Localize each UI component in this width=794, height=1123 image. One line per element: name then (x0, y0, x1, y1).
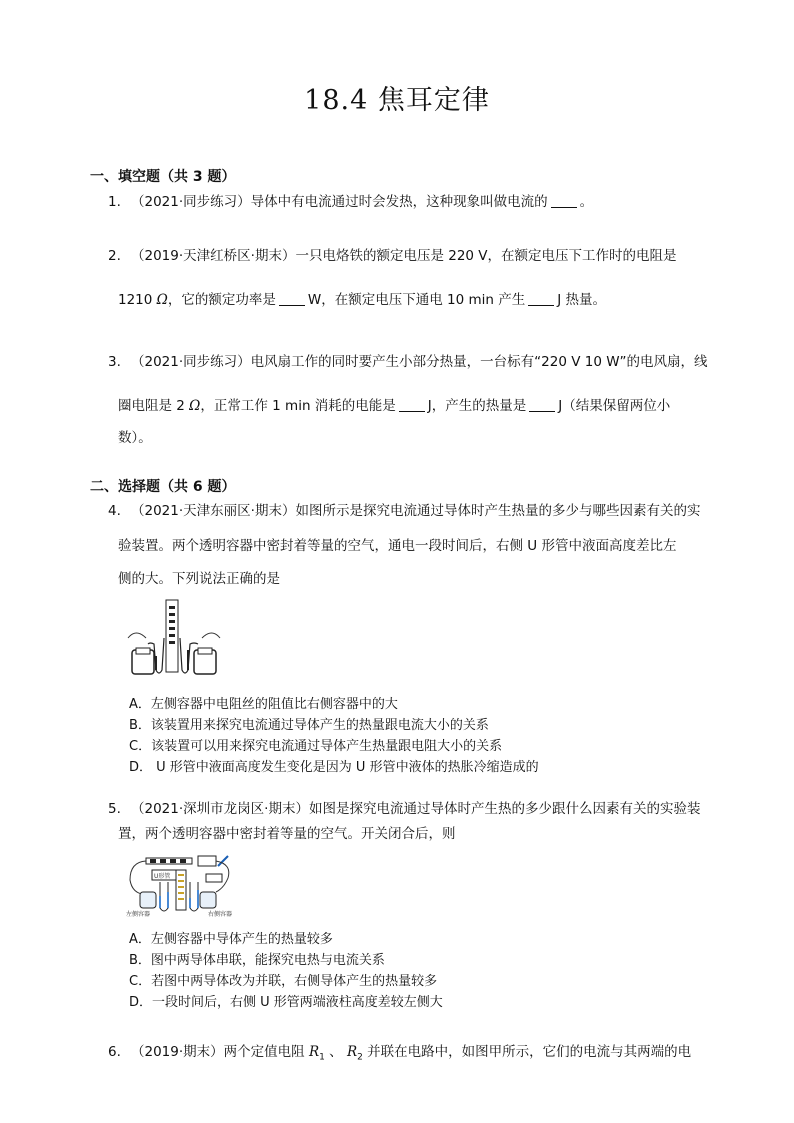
q4-option-b[interactable]: B．该装置用来探究电流通过导体产生的热量跟电流大小的关系 (129, 718, 489, 733)
question-number: 1. (108, 194, 121, 210)
q5-apparatus-figure (124, 852, 238, 918)
resistor-subscript-2: 2 (357, 1052, 363, 1063)
question-text: 并联在电路中，如图甲所示，它们的电流与其两端的电 (362, 1044, 692, 1060)
resistor-symbol-r1: R (308, 1044, 320, 1060)
resistance-value: 1210 (118, 292, 157, 308)
question-source: （2021·深圳市龙岗区·期末） (131, 801, 309, 817)
question-number: 5. (108, 801, 121, 817)
question-source: （2019·期末） (131, 1044, 224, 1060)
ohm-symbol: Ω (156, 292, 168, 308)
question-number: 2. (108, 248, 121, 264)
page-title: 18.4 焦耳定律 (304, 85, 490, 116)
right-container-label: 右侧容器 (208, 911, 233, 918)
question-2-line2 (118, 288, 606, 308)
question-text: 导体中有电流通过时会发热，这种现象叫做电流的 (250, 194, 548, 210)
ohm-symbol: Ω (189, 398, 201, 414)
question-text: ，它的额定功率是 (167, 292, 276, 308)
answer-blank-heat[interactable] (529, 397, 555, 412)
question-source: （2019·天津红桥区·期末） (131, 248, 296, 264)
question-text: J 热量。 (557, 292, 606, 308)
question-3-line2 (118, 394, 670, 414)
section-heading-fill-in: 一、填空题（共 3 题） (90, 169, 236, 185)
question-3-line3: 数）。 (118, 430, 152, 446)
question-text: J（结果保留两位小 (558, 398, 671, 414)
q4-option-d[interactable]: D． U 形管中液面高度发生变化是因为 U 形管中液体的热胀冷缩造成的 (129, 760, 539, 775)
answer-blank-heat[interactable] (528, 291, 554, 306)
question-4-line2: 验装置。两个透明容器中密封着等量的空气，通电一段时间后，右侧 U 形管中液面高度差比左 (118, 538, 677, 554)
q4-option-a[interactable]: A．左侧容器中电阻丝的阻值比右侧容器中的大 (129, 697, 398, 712)
q5-option-a[interactable]: A．左侧容器中导体产生的热量较多 (129, 932, 333, 947)
q5-option-c[interactable]: C．若图中两导体改为并联，右侧导体产生的热量较多 (129, 974, 438, 989)
section-heading-multiple-choice: 二、选择题（共 6 题） (90, 479, 236, 495)
question-text: J，产生的热量是 (427, 398, 527, 414)
question-text-line1: 如图所示是探究电流通过导体时产生热量的多少与哪些因素有关的实 (295, 503, 701, 519)
question-text: 圈电阻是 2 (118, 398, 190, 414)
question-source: （2021·同步练习） (131, 354, 251, 370)
answer-blank[interactable] (551, 193, 577, 208)
question-number: 3. (108, 354, 121, 370)
question-text-line1: 如图是探究电流通过导体时产生热的多少跟什么因素有关的实验装 (308, 801, 701, 817)
q4-apparatus-figure (126, 598, 222, 678)
question-text: 两个定值电阻 (223, 1044, 309, 1060)
question-source: （2021·同步练习） (131, 194, 251, 210)
question-text: W，在额定电压下通电 10 min 产生 (307, 292, 526, 308)
resistor-subscript-1: 1 (319, 1052, 325, 1063)
question-number: 6. (108, 1044, 121, 1060)
question-number: 4. (108, 503, 121, 519)
resistor-symbol-r2: R (346, 1044, 358, 1060)
u-tube-label: U形管 (154, 873, 171, 880)
q5-option-d[interactable]: D．一段时间后，右侧 U 形管两端液柱高度差较左侧大 (129, 995, 443, 1010)
separator: 、 (324, 1044, 347, 1060)
question-text-line1: 一只电烙铁的额定电压是 220 V，在额定电压下工作时的电阻是 (295, 248, 677, 264)
question-4-line3: 侧的大。下列说法正确的是 (118, 571, 280, 587)
q5-option-b[interactable]: B．图中两导体串联，能探究电热与电流关系 (129, 953, 385, 968)
question-source: （2021·天津东丽区·期末） (131, 503, 296, 519)
answer-blank-power[interactable] (279, 291, 305, 306)
q4-option-c[interactable]: C．该装置可以用来探究电流通过导体产生热量跟电阻大小的关系 (129, 739, 503, 754)
question-text: ，正常工作 1 min 消耗的电能是 (200, 398, 396, 414)
question-text-end: 。 (579, 194, 594, 210)
question-5-line2: 置，两个透明容器中密封着等量的空气。开关闭合后，则 (118, 826, 456, 842)
question-text-line1: 电风扇工作的同时要产生小部分热量，一台标有“220 V 10 W”的电风扇，线 (250, 354, 708, 370)
answer-blank-energy[interactable] (399, 397, 425, 412)
left-container-label: 左侧容器 (126, 911, 151, 918)
